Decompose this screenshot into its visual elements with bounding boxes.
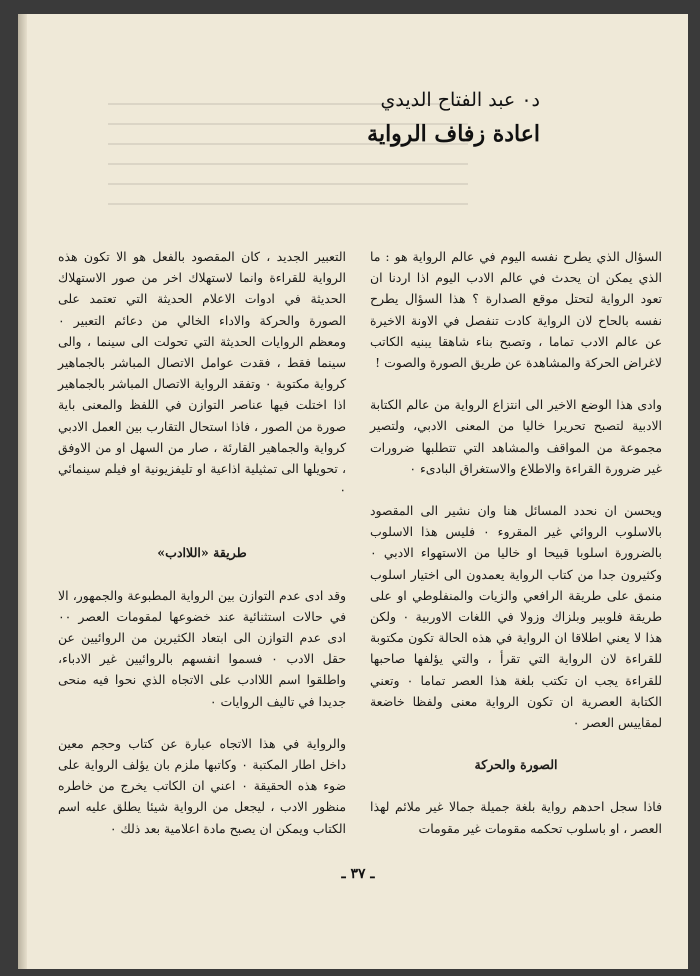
paragraph: ويحسن ان نحدد المسائل هنا وان نشير الى المقصود بالاسلوب الروائي غير المقروء ٠ فليس هذا الاسلوب بالضرورة اسلوبا قبيحا او خاليا من الاستهواء الادبي ٠ وكثيرون جدا من كتاب الرواية يعمدون الى اختيار اسلوب منمق على طريقة الرافعي والزيات والمنفلوطي او على طريقة فلوبير وبلزاك وزولا في اللغات الاوربية ٠ ولكن هذا لا يعني اطلاقا ان الرواية في هذه الحالة تكون مكتوبة للقراءة لان الرواية التي تقرأ ، والتي يؤلفها صاحبها للقراءة يجب ان تكتب بلغة هذا العصر تماما ٠ وتعني الكتابة العصرية ان تكون الرواية معنى ولفظا خاضعة لمقاييس العصر ٠ [370, 503, 662, 731]
paragraph: وادى هذا الوضع الاخير الى انتزاع الرواية من عالم الكتابة الادبية لتصبح تحريرا خاليا من المعنى الادبي، ولتصير مجموعة من المواقف والمشاهد التي تتطلبها ضرورات غير ضرورة القراءة والاطلاع والاستغراق البادىء ٠ [370, 397, 662, 476]
article-author: د٠ عبد الفتاح الديدي [380, 89, 540, 111]
document-page [18, 14, 688, 969]
paragraph: والرواية في هذا الاتجاه عبارة عن كتاب وحجم معين داخل اطار المكتبة ٠ وكاتبها ملزم بان يؤلف الرواية على ضوء هذه الحقيقة ٠ اعني ان الكاتب يخرج من خاطره منظور الادب ، ليجعل من الرواية شيئا يطلق عليه اسم الكتاب ويمكن ان يصبح مادة اعلامية بعد ذلك ٠ [58, 735, 346, 836]
text-column-right [370, 246, 662, 839]
paragraph: السؤال الذي يطرح نفسه اليوم في عالم الرواية هو : ما الذي يمكن ان يحدث في عالم الادب اليوم اذا اردنا ان تعود الرواية لتحتل موقع الصدارة ؟ هذا السؤال يطرح نفسه بالحاح لان الرواية كادت تنفصل في الاونة الاخيرة عن عالم الادب تماما ، وتصبح بناء شاهقا يبنيه الكاتب لاغراض الحركة والمشاهدة عن طريق الصورة والصوت ! [370, 249, 662, 371]
text-column-left [58, 246, 346, 839]
article-title: اعادة زفاف الرواية [367, 121, 540, 147]
bleed-through-texture [98, 94, 478, 214]
page-number: ـ ٣٧ ـ [341, 866, 375, 882]
section-heading: الصورة والحركة [474, 757, 558, 773]
section-heading: طريقة «اللاادب» [157, 545, 247, 561]
paragraph: التعبير الجديد ، كان المقصود بالفعل هو الا تكون هذه الرواية للقراءة وانما لاستهلاك اخر من صور الاستهلاك الحديثة في ادوات الاعلام الحديثة التي تعتمد على الصورة والحركة والاداء الخالي من دعائم التعبير ٠ ومعظم الروايات الحديثة التي تحولت الى سينما ، والى سينما فقط ، فقدت عوامل الاتصال المباشر بالجماهير كرواية مكتوبة ٠ وتفقد الرواية الاتصال المباشر بالجماهير اذا اختلت فيها عناصر التوازن في اللفظ والمعنى باية صورة من الصور ، فاذا استحال التقارب بين العمل الادبي كرواية والجماهير القارئة ، صار من السهل او من الاوفق ، تحويلها الى تمثيلية اذاعية او تليفزيونية او فيلم سينمائي ٠ [58, 249, 346, 498]
paragraph: فاذا سجل احدهم رواية بلغة جميلة جمالا غير ملائم لهذا العصر ، او باسلوب تحكمه مقومات غير مقومات [370, 799, 662, 836]
page-binding-edge [18, 14, 27, 969]
paragraph: وقد ادى عدم التوازن بين الرواية المطبوعة والجمهور، الا في حالات استثنائية عند خضوعها لمقومات العصر ٠٠ ادى عدم التوازن الى ابتعاد الكثيرين من الروائيين عن حقل الادب ٠ فسموا انفسهم بالروائيين غير الادباء، واطلقوا اسم اللاادب على الاتجاه الذي نحوا فيه منحى جديدا في تاليف الروايات ٠ [58, 587, 346, 709]
